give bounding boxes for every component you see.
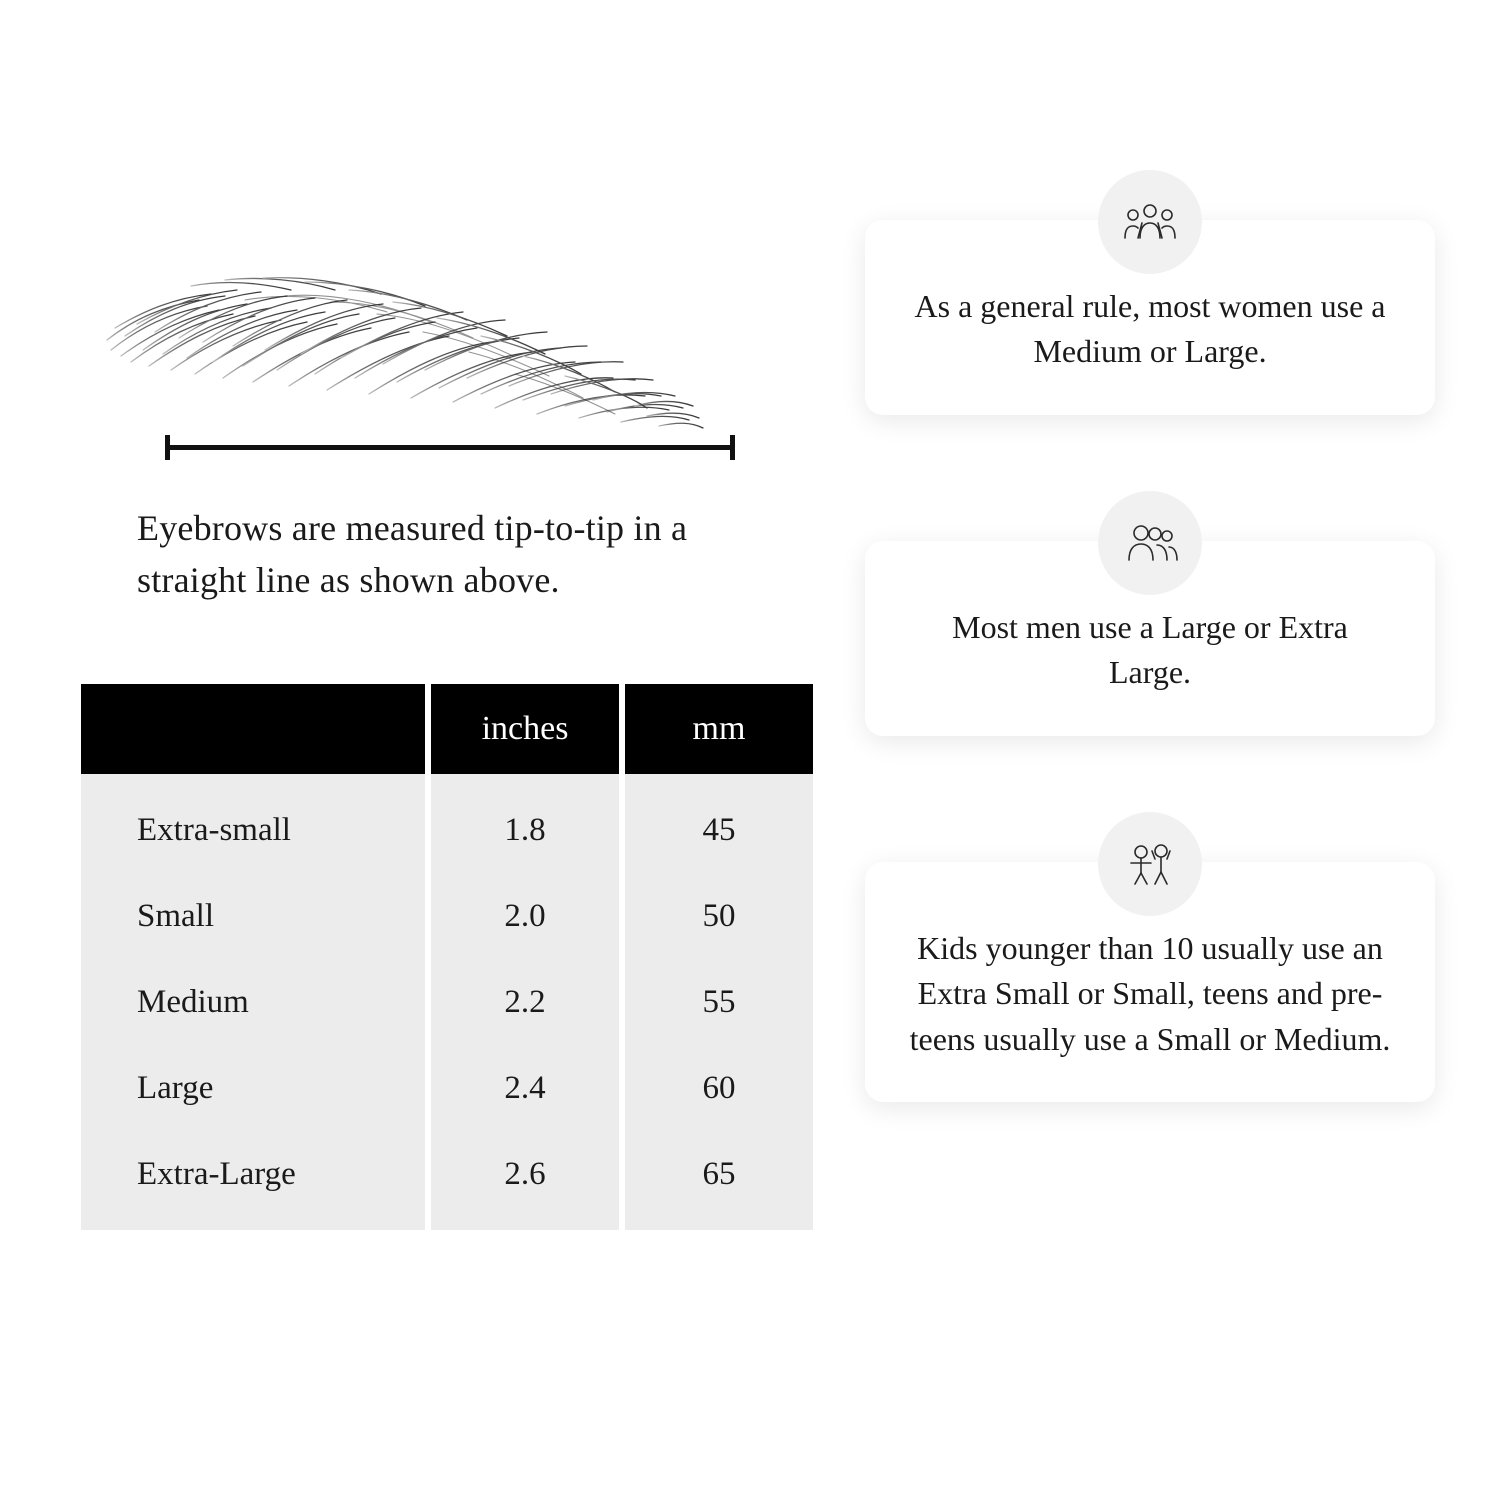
cell-size: Small — [81, 873, 425, 959]
table-row — [81, 774, 813, 873]
measurement-line — [165, 435, 735, 459]
cell-inches: 2.0 — [431, 873, 619, 959]
cell-inches: 1.8 — [431, 774, 619, 873]
right-column — [865, 150, 1435, 1102]
cell-size: Extra-Large — [81, 1131, 425, 1230]
men-group-icon — [1098, 491, 1202, 595]
table-row — [81, 873, 813, 959]
table-row — [81, 959, 813, 1045]
cell-size: Extra-small — [81, 774, 425, 873]
table-row — [81, 1045, 813, 1131]
table-header-inches: inches — [431, 684, 619, 774]
eyebrow-figure — [95, 150, 735, 480]
cell-mm: 50 — [625, 873, 813, 959]
measurement-bar — [165, 445, 735, 450]
info-card-women — [865, 220, 1435, 415]
figure-caption: Eyebrows are measured tip-to-tip in a straight line as shown above. — [137, 508, 688, 601]
cell-mm: 55 — [625, 959, 813, 1045]
women-group-icon — [1098, 170, 1202, 274]
cell-inches: 2.4 — [431, 1045, 619, 1131]
kids-icon — [1098, 812, 1202, 916]
cell-mm: 45 — [625, 774, 813, 873]
info-card-text: Most men use a Large or Extra Large. — [952, 608, 1348, 691]
table-header-size — [81, 684, 425, 774]
measurement-cap-right — [730, 435, 735, 460]
info-card-text: Kids younger than 10 usually use an Extra Small or Small, teens and pre-teens usually use a Small or Medium. — [909, 929, 1391, 1057]
info-card-kids — [865, 862, 1435, 1102]
cell-mm: 65 — [625, 1131, 813, 1230]
cell-size: Large — [81, 1045, 425, 1131]
table-header-row — [81, 684, 813, 774]
size-chart-table — [75, 684, 819, 1230]
table-row — [81, 1131, 813, 1230]
cell-inches: 2.2 — [431, 959, 619, 1045]
cell-size: Medium — [81, 959, 425, 1045]
cell-mm: 60 — [625, 1045, 813, 1131]
info-card-men — [865, 541, 1435, 736]
table-header-mm: mm — [625, 684, 813, 774]
left-column — [75, 150, 795, 1230]
eyebrow-illustration — [95, 150, 735, 450]
cell-inches: 2.6 — [431, 1131, 619, 1230]
info-card-text: As a general rule, most women use a Medium or Large. — [914, 288, 1386, 370]
